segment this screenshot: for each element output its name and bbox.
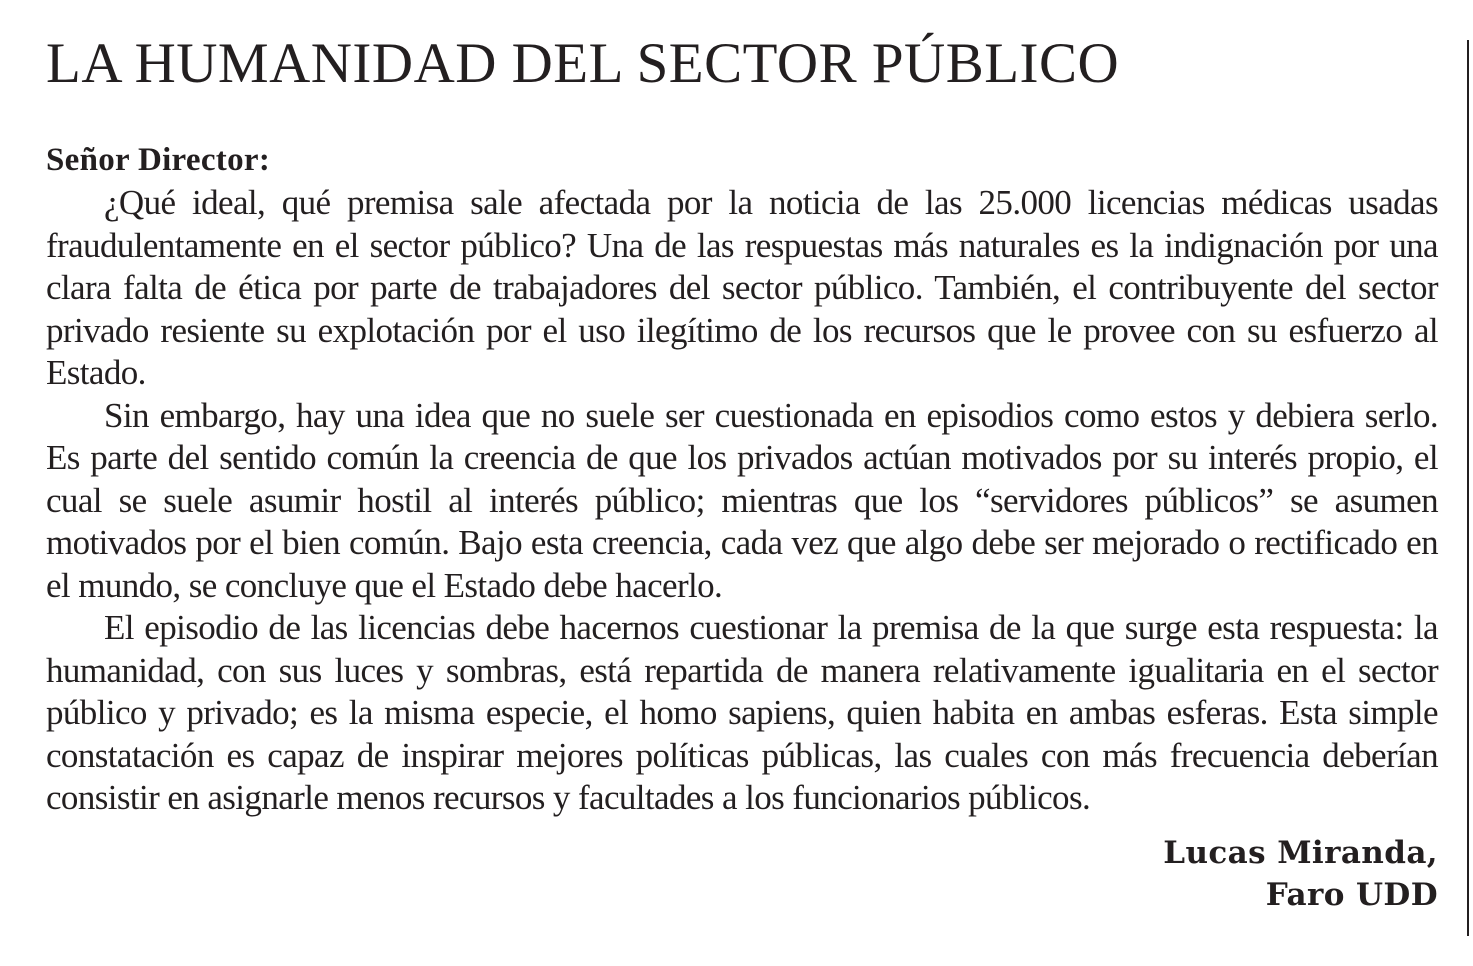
author-affiliation: Faro UDD <box>1265 876 1438 913</box>
letter-article <box>46 28 1438 916</box>
salutation: Señor Director: <box>46 142 271 178</box>
paragraph-3: El episodio de las licencias debe hacernos cuestionar la premisa de la que surge esta respuesta: la humanidad, con sus luces y sombras, está repartida de manera relativamente igualitaria en el sector público y privado; es la misma especie, el homo sapiens, quien habita en ambas esferas. Esta simple constatación es capaz de inspirar mejores políticas públicas, las cuales con más frecuencia deberían consistir en asignarle menos recursos y facultades a los funcionarios públicos. <box>46 608 1438 817</box>
letter-body <box>46 182 1438 820</box>
column-divider <box>1467 40 1469 936</box>
author-name: Lucas Miranda, <box>1163 834 1438 871</box>
signature-block <box>46 832 1438 916</box>
paragraph-2: Sin embargo, hay una idea que no suele ser cuestionada en episodios como estos y debiera serlo. Es parte del sentido común la creencia de que los privados actúan motivados por su interés propio, el cual se suele asumir hostil al interés público; mientras que los “servidores públicos” se asumen motivados por el bien común. Bajo esta creencia, cada vez que algo debe ser mejorado o rectificado en el mundo, se concluye que el Estado debe hacerlo. <box>46 395 1438 605</box>
headline: LA HUMANIDAD DEL SECTOR PÚBLICO <box>46 32 1120 95</box>
paragraph-1: ¿Qué ideal, qué premisa sale afectada por la noticia de las 25.000 licencias médicas usadas fraudulentamente en el sector público? Una de las respuestas más naturales es la indignación por una clara falta de ética por parte de trabajadores del sector público. También, el contribuyente del sector privado resiente su explotación por el uso ilegítimo de los recursos que le provee con su esfuerzo al Estado. <box>46 183 1438 392</box>
